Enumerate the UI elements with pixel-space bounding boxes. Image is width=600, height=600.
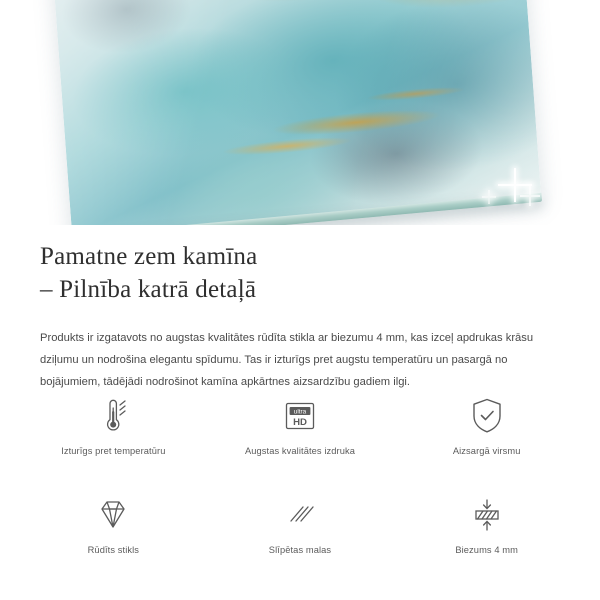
glass-panel-artwork [51,0,541,225]
feature-item-print-quality [207,395,394,456]
feature-item-tempered-glass [20,494,207,555]
feature-label: Izturīgs pret temperatūru [61,446,166,456]
feature-label: Biezums 4 mm [455,545,518,555]
feature-item-temperature [20,395,207,456]
hero-image [0,0,600,225]
feature-item-surface-protection [393,395,580,456]
feature-label: Augstas kvalitātes izdruka [244,446,356,456]
svg-text:ultra: ultra [293,408,307,416]
feature-label: Rūdīts stikls [87,545,140,555]
shield-check-icon [469,395,505,437]
text-content [0,225,600,394]
feature-item-thickness [393,494,580,555]
feature-grid [20,395,580,555]
page-title-line-1: Pamatne zem kamīna [40,243,258,270]
ultra-hd-icon [280,395,320,437]
thermometer-icon [96,395,130,437]
feature-item-polished-edges [207,494,394,555]
thickness-icon [467,494,507,536]
polished-edges-icon [280,494,320,536]
glass-sheen [51,0,541,225]
feature-label: Slīpētas malas [268,545,332,555]
product-description-paragraph: Produkts ir izgatavots no augstas kvalitātes rūdīta stikla ar biezumu 4 mm, kas izceļ apdrukas krāsu dziļumu un nodrošina elegantu spīdumu. Tas ir izturīgs pret augstu temperatūru un pasargā no bojājumiem, tādējādi nodrošinot kamīna apkārtnes aizsardzību gadiem ilgi. [40,332,534,388]
page-title [40,240,560,306]
diamond-icon [93,494,133,536]
feature-label: Aizsargā virsmu [452,446,521,456]
page-title-line-2: – Pilnība katrā detaļā [40,276,257,303]
svg-text:HD: HD [293,417,307,428]
